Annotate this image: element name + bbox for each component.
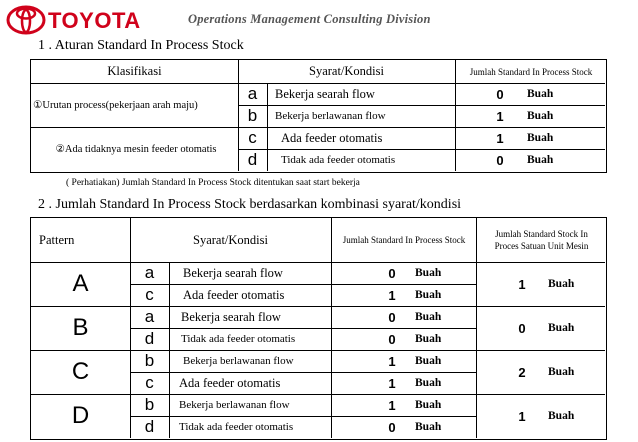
- qty-c: 1: [496, 130, 504, 146]
- pattern-d-unit-2: Buah: [415, 421, 442, 433]
- pattern-table: [30, 217, 607, 440]
- pattern-d-qty-1: 1: [388, 397, 396, 413]
- pattern-a-unit-1: Buah: [415, 267, 442, 279]
- pattern-c-code-2: c: [145, 373, 154, 392]
- code-c: c: [248, 128, 257, 147]
- toyota-emblem-icon: [6, 4, 166, 36]
- pattern-d-code-2: d: [144, 417, 155, 436]
- pattern-a-qty-1: 0: [388, 265, 396, 281]
- pattern-c-unit-1: Buah: [415, 355, 442, 367]
- pattern-d-code-1: b: [144, 395, 155, 414]
- header-klasifikasi: Klasifikasi: [107, 64, 162, 78]
- pattern-c-code-1: b: [144, 351, 155, 370]
- division-title: Operations Management Consulting Division: [188, 12, 431, 26]
- pattern-a-condition-2: Ada feeder otomatis: [183, 287, 285, 302]
- pattern-a-code-2: c: [145, 285, 154, 304]
- condition-b: Bekerja berlawanan flow: [275, 110, 386, 122]
- klasifikasi-feeder: ②Ada tidaknya mesin feeder otomatis: [55, 143, 217, 155]
- unit-d: Buah: [527, 154, 554, 166]
- toyota-logo: [6, 4, 166, 36]
- brand-wordmark: TOYOTA: [48, 8, 141, 33]
- condition-c: Ada feeder otomatis: [281, 130, 383, 145]
- pattern-a-unit-2: Buah: [415, 289, 442, 301]
- code-a: a: [247, 84, 258, 103]
- pattern-b-total: 0: [518, 320, 526, 336]
- pattern-a-total-unit: Buah: [548, 278, 575, 290]
- pattern-c-total: 2: [518, 364, 526, 380]
- condition-d: Tidak ada feeder otomatis: [281, 154, 396, 166]
- header-pattern: Pattern: [39, 232, 75, 247]
- klasifikasi-urutan: ①Urutan process(pekerjaan arah maju): [33, 100, 198, 111]
- pattern-b-qty-1: 0: [388, 309, 396, 325]
- pattern-b-code-1: a: [144, 307, 155, 326]
- header-per-unit: Jumlah Standard Stock In Proces Satuan Unit Mesin: [494, 229, 589, 251]
- qty-a: 0: [496, 86, 504, 102]
- pattern-b-code-2: d: [144, 329, 155, 348]
- pattern-c-qty-2: 1: [388, 375, 396, 391]
- qty-b: 1: [496, 108, 504, 124]
- header-syarat: Syarat/Kondisi: [309, 64, 384, 78]
- pattern-b-qty-2: 0: [388, 331, 396, 347]
- pattern-d-qty-2: 0: [388, 419, 396, 435]
- pattern-d-condition-1: Bekerja berlawanan flow: [179, 399, 290, 411]
- pattern-b-unit-1: Buah: [415, 311, 442, 323]
- pattern-c-total-unit: Buah: [548, 366, 575, 378]
- pattern-d-total: 1: [518, 408, 526, 424]
- pattern-a-total: 1: [518, 276, 526, 292]
- qty-d: 0: [496, 152, 504, 168]
- pattern-a-code-1: a: [144, 263, 155, 282]
- pattern-d-total-unit: Buah: [548, 410, 575, 422]
- code-d: d: [247, 150, 258, 169]
- pattern-c: C: [71, 358, 90, 385]
- rules-table: [30, 59, 607, 173]
- pattern-a-qty-2: 1: [388, 287, 396, 303]
- header-jumlah2: Jumlah Standard In Process Stock: [342, 235, 466, 245]
- header-syarat2: Syarat/Kondisi: [193, 232, 268, 247]
- unit-b: Buah: [527, 110, 554, 122]
- code-b: b: [247, 106, 258, 125]
- pattern-d-condition-2: Tidak ada feeder otomatis: [179, 421, 294, 433]
- pattern-d: D: [71, 402, 90, 429]
- pattern-b: B: [72, 314, 89, 341]
- pattern-c-qty-1: 1: [388, 353, 396, 369]
- pattern-c-condition-2: Ada feeder otomatis: [179, 375, 281, 390]
- note-text: ( Perhatiakan) Jumlah Standard In Process Stock ditentukan saat start bekerja: [66, 178, 360, 188]
- unit-c: Buah: [527, 132, 554, 144]
- condition-a: Bekerja searah flow: [275, 86, 375, 101]
- pattern-b-total-unit: Buah: [548, 322, 575, 334]
- section1-title: 1 . Aturan Standard In Process Stock: [38, 38, 244, 53]
- unit-a: Buah: [527, 88, 554, 100]
- section2-title: 2 . Jumlah Standard In Process Stock berdasarkan kombinasi syarat/kondisi: [38, 197, 462, 212]
- pattern-b-unit-2: Buah: [415, 333, 442, 345]
- pattern-c-condition-1: Bekerja berlawanan flow: [183, 355, 294, 367]
- pattern-b-condition-1: Bekerja searah flow: [181, 309, 281, 324]
- pattern-a-condition-1: Bekerja searah flow: [183, 265, 283, 280]
- pattern-d-unit-1: Buah: [415, 399, 442, 411]
- pattern-b-condition-2: Tidak ada feeder otomatis: [181, 333, 296, 345]
- pattern-a: A: [72, 270, 89, 297]
- header-jumlah: Jumlah Standard In Process Stock: [469, 66, 593, 77]
- pattern-c-unit-2: Buah: [415, 377, 442, 389]
